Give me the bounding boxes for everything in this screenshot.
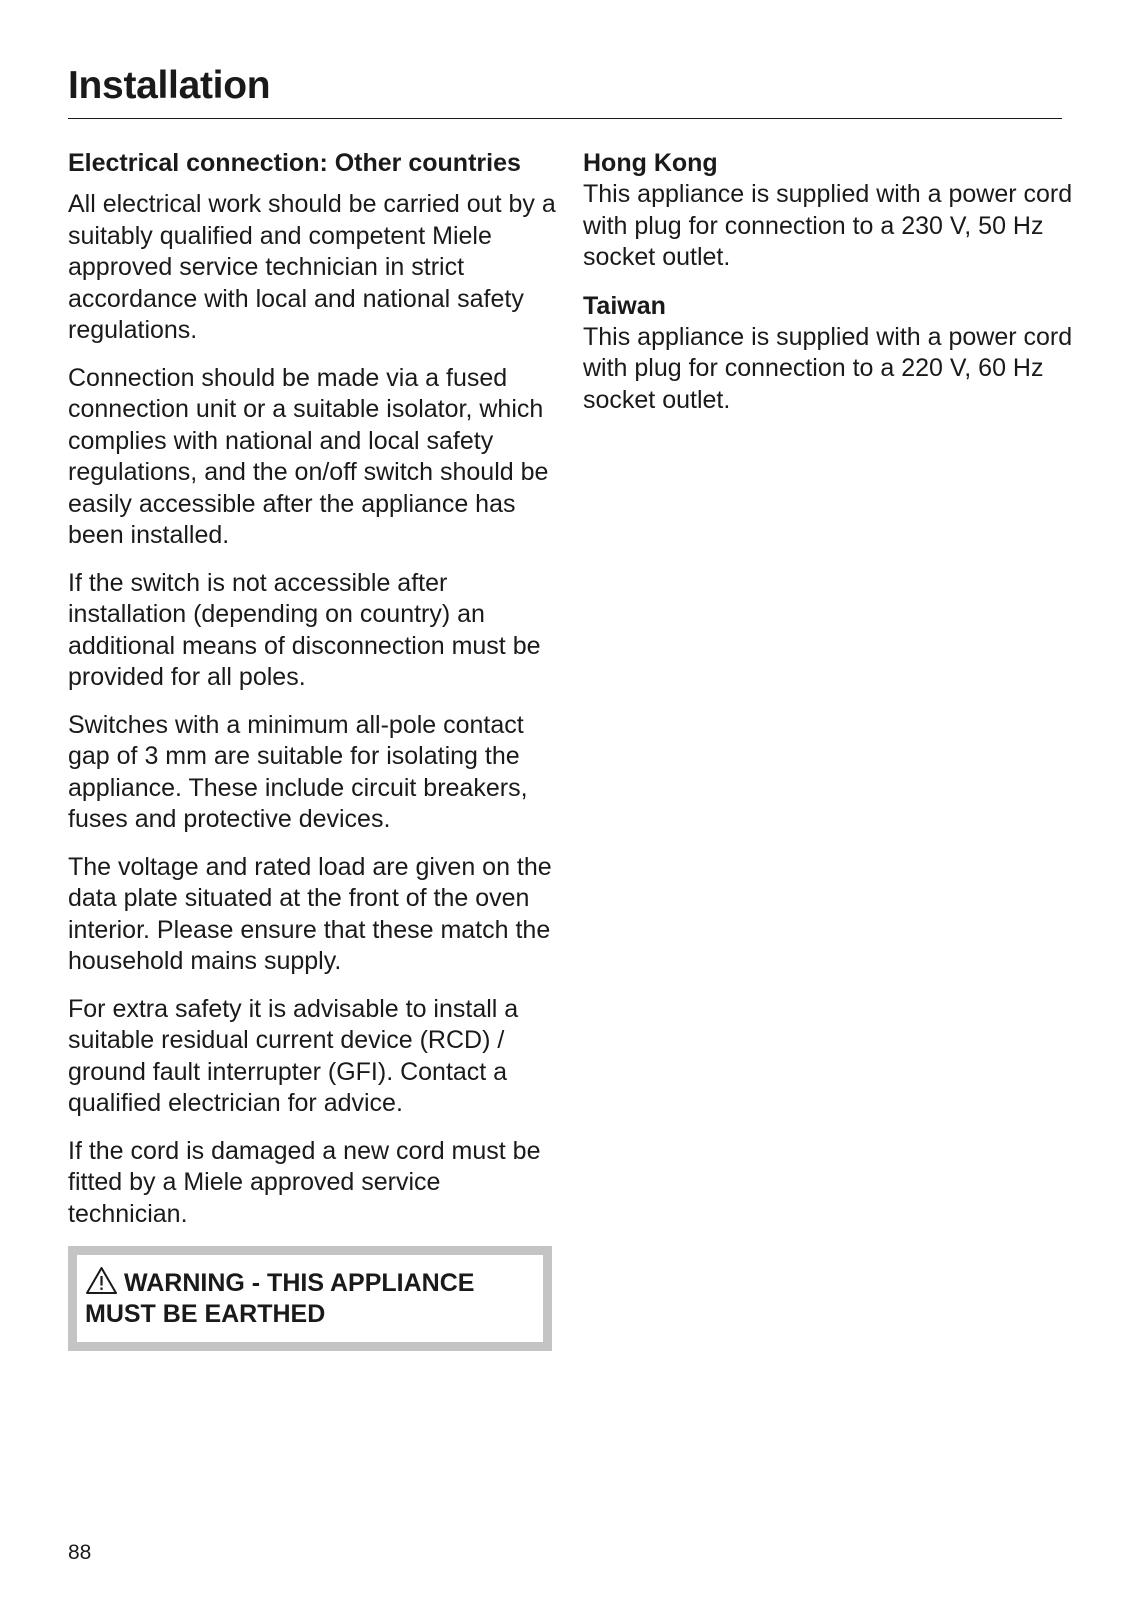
paragraph-contact-gap: Switches with a minimum all-pole contact gap of 3 mm are suitable for isolating the appliance. These include circuit breakers, fuses and protective devices. bbox=[68, 710, 528, 833]
region-text: This appliance is supplied with a power cord with plug for connection to a 220 V, 60 Hz socket outlet. bbox=[583, 322, 1073, 414]
paragraph-voltage-rating: The voltage and rated load are given on the data plate situated at the front of the oven interior. Please ensure that these match the household mains supply. bbox=[68, 852, 552, 975]
section-heading: Electrical connection: Other countries bbox=[68, 149, 521, 177]
warning-text: WARNING - THIS APPLIANCE MUST BE EARTHED bbox=[85, 1269, 475, 1328]
region-hong-kong bbox=[583, 147, 1073, 274]
right-column bbox=[583, 147, 1073, 432]
title-divider bbox=[68, 118, 1062, 119]
paragraph-fused-connection: Connection should be made via a fused connection unit or a suitable isolator, which complies with national and local safety regulations, and the on/off switch should be easily accessible after the appliance has been installed. bbox=[68, 363, 549, 549]
warning-triangle-icon bbox=[85, 1266, 118, 1295]
warning-box bbox=[68, 1246, 552, 1351]
paragraph-qualified-work: All electrical work should be carried out by a suitably qualified and competent Miele approved service technician in strict accordance with local and national safety regulations. bbox=[68, 190, 556, 344]
region-taiwan bbox=[583, 290, 1073, 417]
region-heading: Taiwan bbox=[583, 291, 666, 320]
region-text: This appliance is supplied with a power cord with plug for connection to a 230 V, 50 Hz socket outlet. bbox=[583, 180, 1073, 271]
region-heading: Hong Kong bbox=[583, 149, 718, 177]
paragraph-damaged-cord: If the cord is damaged a new cord must be fitted by a Miele approved service technician. bbox=[68, 1136, 541, 1228]
page-number: 88 bbox=[68, 1541, 92, 1564]
page-title: Installation bbox=[68, 64, 271, 107]
paragraph-switch-access: If the switch is not accessible after installation (depending on country) an additional means of disconnection must be provided for all poles. bbox=[68, 568, 541, 691]
left-column bbox=[68, 147, 558, 1351]
paragraph-rcd: For extra safety it is advisable to install a suitable residual current device (RCD) / ground fault interrupter (GFI). Contact a qualified electrician for advice. bbox=[68, 994, 519, 1117]
